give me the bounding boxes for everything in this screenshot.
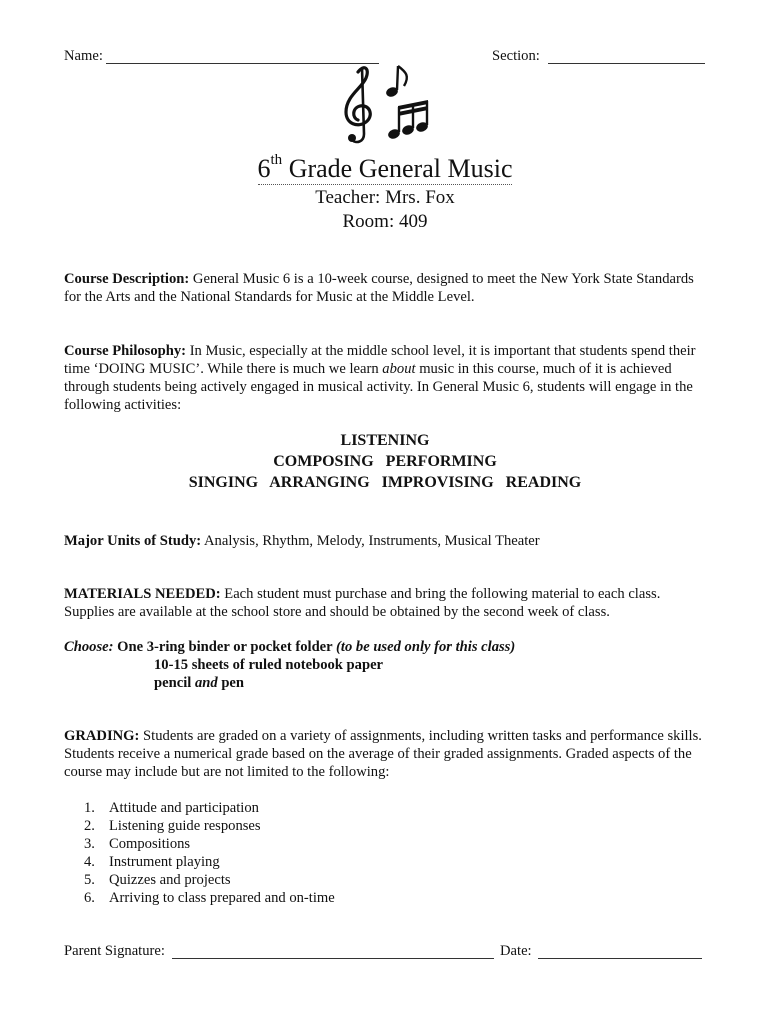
course-philosophy-emphasis: about xyxy=(382,361,416,377)
date-label: Date: xyxy=(500,943,532,959)
course-philosophy xyxy=(64,342,704,414)
title-number: 6 xyxy=(257,154,271,183)
page-title xyxy=(0,154,770,184)
list-item-text: Quizzes and projects xyxy=(109,872,231,888)
list-item xyxy=(84,889,335,907)
pen-text: pen xyxy=(217,675,245,691)
course-description-label: Course Description: xyxy=(64,271,190,287)
activities-line-2: COMPOSING PERFORMING xyxy=(273,453,497,470)
list-item-number: 6. xyxy=(84,890,95,906)
parent-signature-label: Parent Signature: xyxy=(64,943,165,959)
choose-item-pencil xyxy=(64,674,704,692)
date-field[interactable] xyxy=(538,946,702,959)
music-notes-treble-clef-icon xyxy=(336,62,436,150)
activities-list xyxy=(0,430,770,493)
list-item-text: Attitude and participation xyxy=(109,800,259,816)
signature-row xyxy=(64,943,706,963)
list-item xyxy=(84,817,335,835)
title-text: Grade General Music xyxy=(288,154,513,183)
course-description-text: General Music 6 is a 10-week course, designed to meet the New York State Standards for the Arts and the National Standards for Music at the Middle Level. xyxy=(64,271,694,305)
list-item-number: 1. xyxy=(84,800,95,816)
section-label: Section: xyxy=(492,48,540,64)
activities-line-3: SINGING ARRANGING IMPROVISING READING xyxy=(188,474,582,491)
choose-item-paper: 10-15 sheets of ruled notebook paper xyxy=(154,657,384,673)
list-item xyxy=(84,853,335,871)
grading-section xyxy=(64,727,704,781)
list-item-number: 3. xyxy=(84,836,95,852)
pencil-text: pencil xyxy=(154,675,195,691)
section-field[interactable] xyxy=(548,51,705,64)
materials-label: MATERIALS NEEDED: xyxy=(64,586,221,602)
list-item-number: 5. xyxy=(84,872,95,888)
course-philosophy-label: Course Philosophy: xyxy=(64,343,187,359)
materials-text: Each student must purchase and bring the following material to each class. Supplies are available at the school store and should be obtained by the second week of class. xyxy=(64,586,661,620)
list-item-number: 2. xyxy=(84,818,95,834)
materials-needed xyxy=(64,585,704,621)
and-text: and xyxy=(194,675,218,691)
choose-item-binder: One 3-ring binder or pocket folder xyxy=(113,639,337,655)
course-philosophy-text-2: music in this course, much of it is achieved through students being actively engaged in musical activity. In General Music 6, students will engage in the following activities: xyxy=(64,361,693,413)
choose-materials xyxy=(64,638,704,692)
major-units xyxy=(64,532,704,550)
choose-item-binder-note: (to be used only for this class) xyxy=(336,639,516,655)
parent-signature-field[interactable] xyxy=(172,946,494,959)
course-philosophy-text-1: In Music, especially at the middle school level, it is important that students spend their time ‘DOING MUSIC’. While there is much we learn xyxy=(64,343,696,377)
grading-items-list xyxy=(84,799,335,907)
room-number: Room: 409 xyxy=(342,211,428,232)
choose-label: Choose: xyxy=(64,639,114,655)
grading-label: GRADING: xyxy=(64,728,140,744)
list-item-number: 4. xyxy=(84,854,95,870)
list-item xyxy=(84,799,335,817)
list-item-text: Arriving to class prepared and on-time xyxy=(109,890,335,906)
list-item-text: Instrument playing xyxy=(109,854,220,870)
list-item xyxy=(84,871,335,889)
list-item xyxy=(84,835,335,853)
teacher-name: Teacher: Mrs. Fox xyxy=(315,187,455,208)
name-label: Name: xyxy=(64,48,103,64)
major-units-label: Major Units of Study: xyxy=(64,533,202,549)
list-item-text: Compositions xyxy=(109,836,191,852)
activities-line-1: LISTENING xyxy=(340,432,430,449)
grading-text: Students are graded on a variety of assignments, including written tasks and performance skills. Students receive a numerical grade based on the average of their graded assignments. Graded aspects of the course may include but are not limited to the following: xyxy=(64,728,702,780)
title-superscript: th xyxy=(270,152,283,169)
course-description xyxy=(64,270,704,306)
major-units-text: Analysis, Rhythm, Melody, Instruments, Musical Theater xyxy=(201,533,540,549)
list-item-text: Listening guide responses xyxy=(109,818,261,834)
